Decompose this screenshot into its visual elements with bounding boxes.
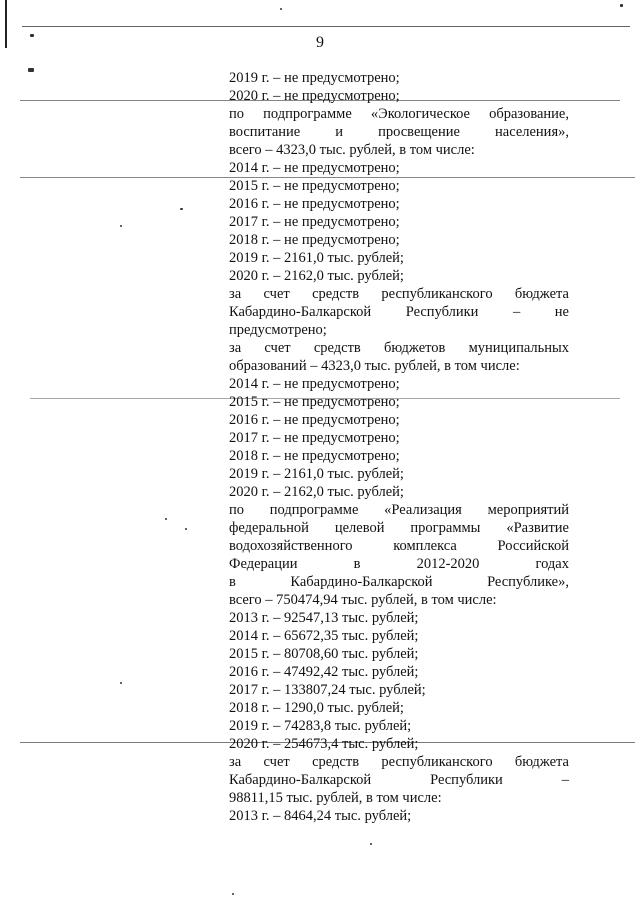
scan-speck [232, 893, 234, 895]
page-number: 9 [316, 34, 324, 51]
text-line: в Кабардино-Балкарской Республике», [229, 574, 569, 590]
text-line: 98811,15 тыс. рублей, в том числе: [229, 790, 442, 806]
text-line: 2018 г. – не предусмотрено; [229, 232, 400, 248]
scan-speck [28, 68, 34, 72]
text-line: Федерации в 2012-2020 годах [229, 556, 569, 572]
table-top-rule [22, 26, 630, 27]
scan-speck [180, 208, 183, 210]
text-line: всего – 750474,94 тыс. рублей, в том числе: [229, 592, 497, 608]
text-line: 2015 г. – не предусмотрено; [229, 394, 400, 410]
text-line: Кабардино-Балкарской Республики – [229, 772, 569, 788]
text-line: образований – 4323,0 тыс. рублей, в том числе: [229, 358, 520, 374]
text-line: всего – 4323,0 тыс. рублей, в том числе: [229, 142, 475, 158]
text-line: водохозяйственного комплекса Российской [229, 538, 569, 554]
text-line: по подпрограмме «Реализация мероприятий [229, 502, 569, 518]
text-line: 2013 г. – 92547,13 тыс. рублей; [229, 610, 419, 626]
text-line: 2020 г. – 2162,0 тыс. рублей; [229, 268, 404, 284]
text-line: 2019 г. – 2161,0 тыс. рублей; [229, 466, 404, 482]
scan-speck [120, 225, 122, 227]
scan-speck [185, 528, 187, 530]
text-line: 2018 г. – не предусмотрено; [229, 448, 400, 464]
text-line: 2014 г. – не предусмотрено; [229, 376, 400, 392]
text-line: 2016 г. – не предусмотрено; [229, 196, 400, 212]
text-line: 2019 г. – 2161,0 тыс. рублей; [229, 250, 404, 266]
text-line: за счет средств республиканского бюджета [229, 286, 569, 302]
text-line: 2018 г. – 1290,0 тыс. рублей; [229, 700, 404, 716]
text-line: федеральной целевой программы «Развитие [229, 520, 569, 536]
scan-speck [30, 34, 34, 37]
text-line: 2017 г. – 133807,24 тыс. рублей; [229, 682, 426, 698]
text-line: 2019 г. – не предусмотрено; [229, 70, 400, 86]
text-line: за счет средств республиканского бюджета [229, 754, 569, 770]
scan-speck [165, 518, 167, 520]
table-left-border [5, 0, 7, 48]
text-line: 2020 г. – 254673,4 тыс. рублей; [229, 736, 419, 752]
text-line: 2020 г. – не предусмотрено; [229, 88, 400, 104]
scan-speck [120, 682, 122, 684]
text-line: 2019 г. – 74283,8 тыс. рублей; [229, 718, 412, 734]
text-line: предусмотрено; [229, 322, 327, 338]
text-line: 2013 г. – 8464,24 тыс. рублей; [229, 808, 412, 824]
text-line: 2020 г. – 2162,0 тыс. рублей; [229, 484, 404, 500]
text-line: 2015 г. – 80708,60 тыс. рублей; [229, 646, 419, 662]
text-line: 2014 г. – 65672,35 тыс. рублей; [229, 628, 419, 644]
text-line: 2016 г. – не предусмотрено; [229, 412, 400, 428]
scan-speck [370, 843, 372, 845]
scan-speck [620, 4, 623, 7]
text-line: за счет средств бюджетов муниципальных [229, 340, 569, 356]
text-line: 2014 г. – не предусмотрено; [229, 160, 400, 176]
text-line: 2017 г. – не предусмотрено; [229, 214, 400, 230]
scan-speck [280, 8, 282, 10]
text-line: 2017 г. – не предусмотрено; [229, 430, 400, 446]
text-line: 2016 г. – 47492,42 тыс. рублей; [229, 664, 419, 680]
text-line: воспитание и просвещение населения», [229, 124, 569, 140]
text-line: 2015 г. – не предусмотрено; [229, 178, 400, 194]
text-line: Кабардино-Балкарской Республики – не [229, 304, 569, 320]
text-line: по подпрограмме «Экологическое образование, [229, 106, 569, 122]
